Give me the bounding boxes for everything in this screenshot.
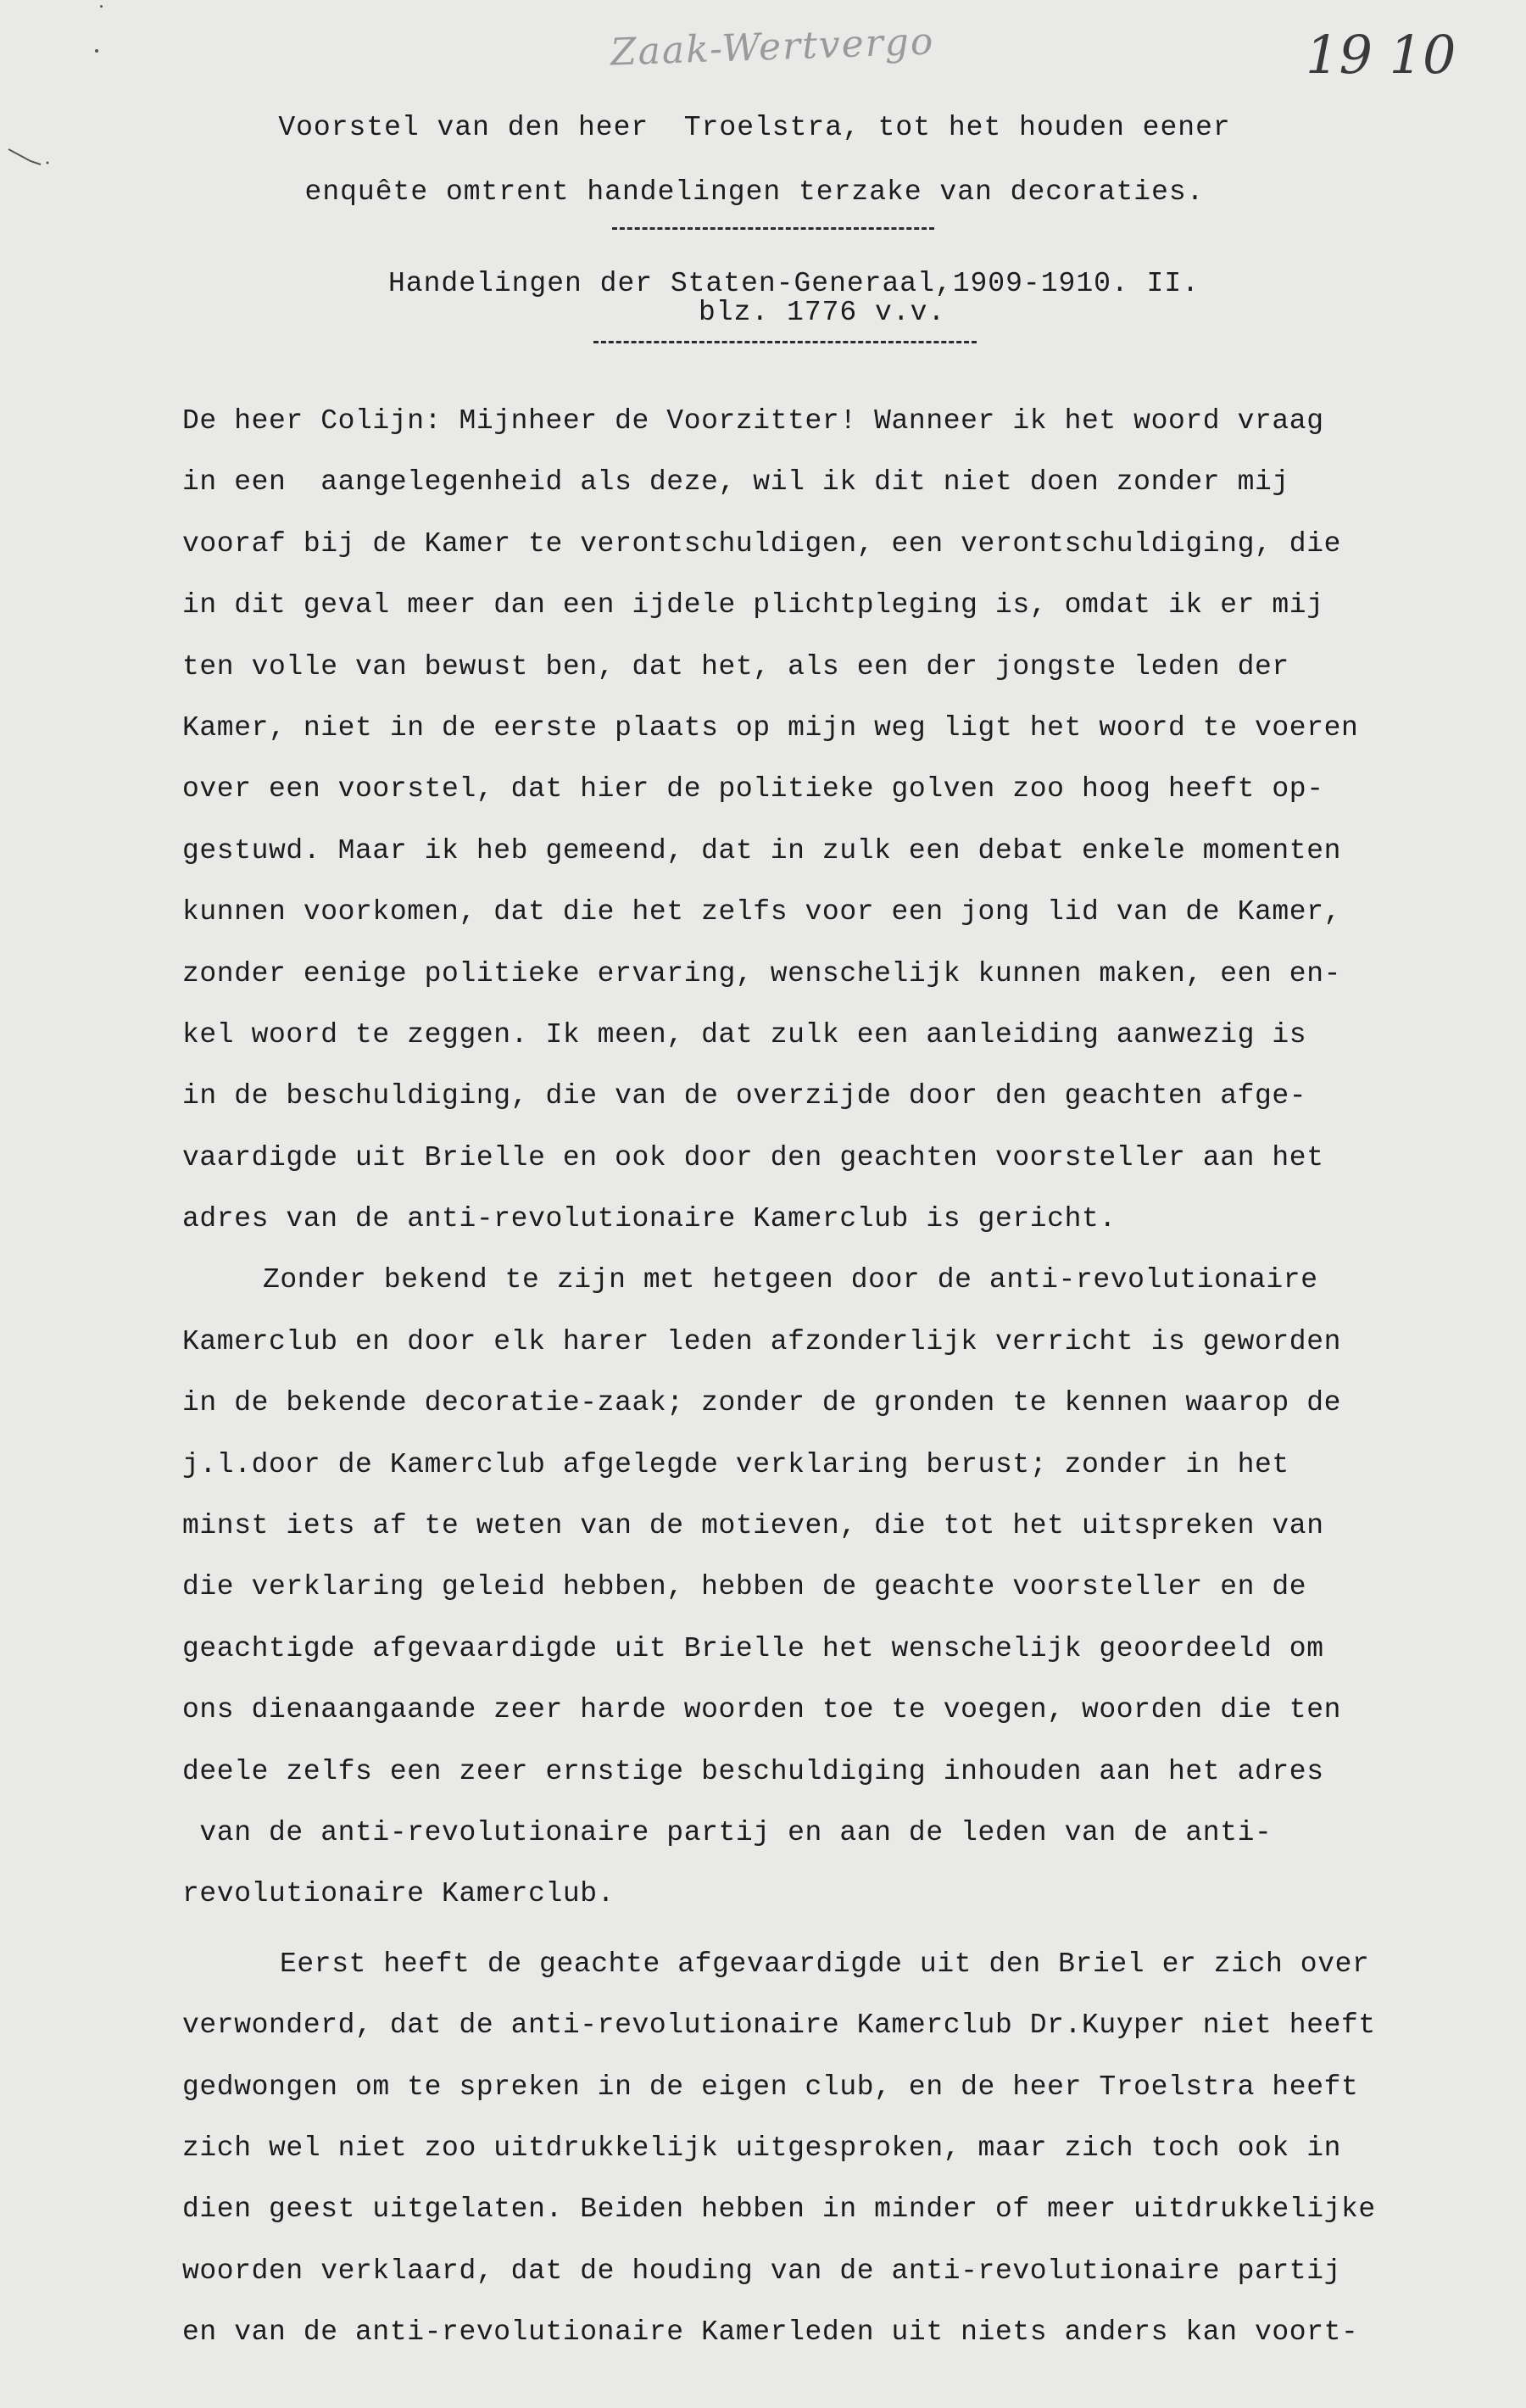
- text-line: vooraf bij de Kamer te verontschuldigen, een verontschuldiging, die: [182, 527, 1342, 560]
- text-line: gestuwd. Maar ik heb gemeend, dat in zulk een debat enkele momenten: [182, 834, 1342, 867]
- text-line: Kamer, niet in de eerste plaats op mijn weg ligt het woord te voeren: [182, 711, 1359, 744]
- text-line: De heer Colijn: Mijnheer de Voorzitter! Wanneer ik het woord vraag: [182, 405, 1324, 437]
- text-line: adres van de anti-revolutionaire Kamerclub is gericht.: [182, 1203, 1117, 1235]
- text-line: gedwongen om te spreken in de eigen club, en de heer Troelstra heeft: [182, 2071, 1359, 2103]
- page-number: 19 10: [1306, 24, 1456, 86]
- text-line: minst iets af te weten van de motieven, die tot het uitspreken van: [182, 1510, 1324, 1542]
- text-line: over een voorstel, dat hier de politieke golven zoo hoog heeft op-: [182, 773, 1324, 805]
- text-line: verwonderd, dat de anti-revolutionaire Kamerclub Dr.Kuyper niet heeft: [182, 2009, 1376, 2042]
- text-line: in de bekende decoratie-zaak; zonder de gronden te kennen waarop de: [182, 1387, 1342, 1419]
- speck-mark: [95, 49, 98, 53]
- text-line: woorden verklaard, dat de houding van de anti-revolutionaire partij: [182, 2255, 1342, 2287]
- speck-mark: [100, 5, 103, 8]
- text-line: van de anti-revolutionaire partij en aan de leden van de anti-: [182, 1816, 1273, 1848]
- text-line: j.l.door de Kamerclub afgelegde verklaring berust; zonder in het: [182, 1448, 1289, 1480]
- paragraph-gap: [182, 1926, 1505, 1934]
- reference-divider: [593, 341, 977, 343]
- text-line: ons dienaangaande zeer harde woorden toe te voegen, woorden die ten: [182, 1694, 1342, 1726]
- text-line: dien geest uitgelaten. Beiden hebben in minder of meer uitdrukkelijke: [182, 2193, 1376, 2226]
- text-line: kel woord te zeggen. Ik meen, dat zulk een aanleiding aanwezig is: [182, 1018, 1307, 1051]
- document-body: [182, 391, 1505, 2364]
- text-line: kunnen voorkomen, dat die het zelfs voor een jong lid van de Kamer,: [182, 896, 1342, 928]
- reference-line-1: Handelingen der Staten-Generaal,1909-1910. II.: [388, 268, 1200, 299]
- margin-mark-icon: [7, 146, 58, 171]
- text-line: Eerst heeft de geachte afgevaardigde uit den Briel er zich over: [280, 1948, 1370, 1980]
- reference-line-2: blz. 1776 v.v.: [699, 297, 946, 328]
- document-title-line-2: enquête omtrent handelingen terzake van decoraties.: [304, 176, 1205, 208]
- text-line: ten volle van bewust ben, dat het, als een der jongste leden der: [182, 650, 1289, 683]
- text-line: in de beschuldiging, die van de overzijde door den geachten afge-: [182, 1080, 1307, 1112]
- paragraph-1: [182, 391, 1505, 1250]
- text-line: zich wel niet zoo uitdrukkelijk uitgesproken, maar zich toch ook in: [182, 2132, 1342, 2164]
- text-line: Zonder bekend te zijn met hetgeen door de anti-revolutionaire: [263, 1264, 1318, 1296]
- text-line: deele zelfs een zeer ernstige beschuldiging inhouden aan het adres: [182, 1755, 1324, 1787]
- text-line: in een aangelegenheid als deze, wil ik dit niet doen zonder mij: [182, 466, 1289, 499]
- text-line: en van de anti-revolutionaire Kamerleden uit niets anders kan voort-: [182, 2316, 1359, 2349]
- text-line: die verklaring geleid hebben, hebben de geachte voorsteller en de: [182, 1571, 1307, 1603]
- paragraph-3: [182, 1934, 1505, 2364]
- paragraph-2: [182, 1250, 1505, 1925]
- text-line: in dit geval meer dan een ijdele plichtpleging is, omdat ik er mij: [182, 589, 1324, 622]
- text-line: vaardigde uit Brielle en ook door den geachten voorsteller aan het: [182, 1141, 1324, 1173]
- title-divider: [612, 227, 934, 230]
- text-line: revolutionaire Kamerclub.: [182, 1878, 615, 1910]
- text-line: Kamerclub en door elk harer leden afzonderlijk verricht is geworden: [182, 1325, 1342, 1357]
- document-title-line-1: Voorstel van den heer Troelstra, tot het houden eener: [278, 112, 1231, 143]
- text-line: geachtigde afgevaardigde uit Brielle het wenschelijk geoordeeld om: [182, 1632, 1324, 1664]
- handwritten-note: Zaak-Wertvergo: [610, 20, 936, 75]
- text-line: zonder eenige politieke ervaring, wenschelijk kunnen maken, een en-: [182, 957, 1342, 989]
